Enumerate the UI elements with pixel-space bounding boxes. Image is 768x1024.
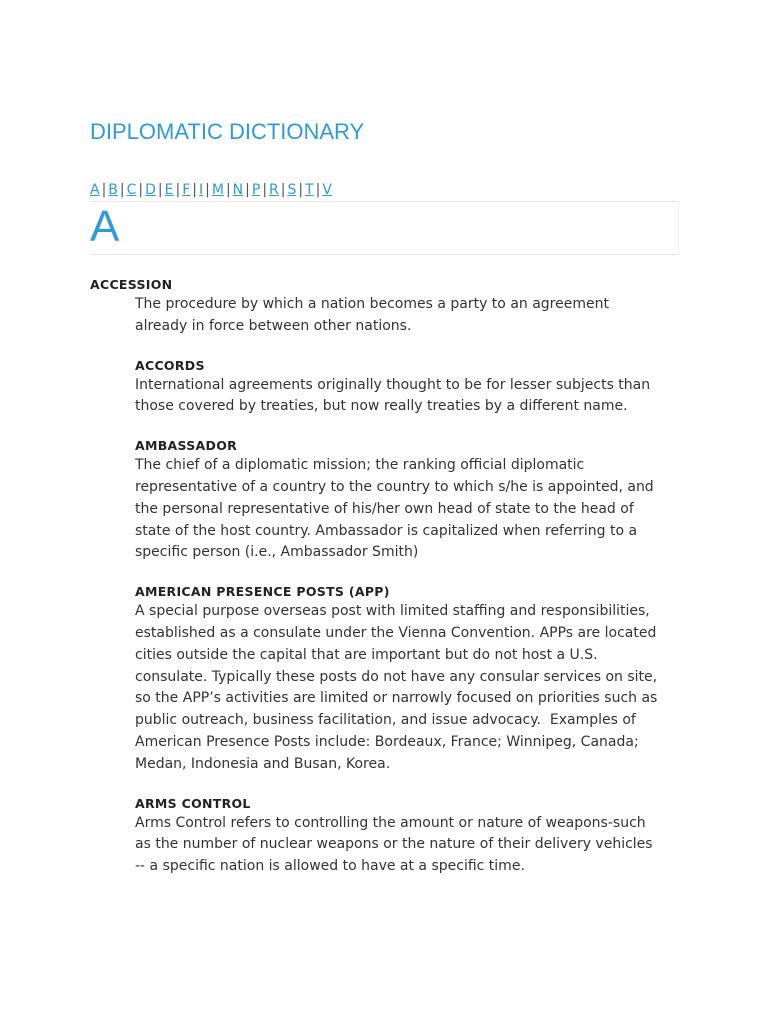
nav-separator: | xyxy=(262,182,268,198)
alpha-link-s[interactable]: S xyxy=(287,182,297,198)
nav-separator: | xyxy=(205,182,210,198)
alpha-link-r[interactable]: R xyxy=(269,182,279,198)
definition-line: International agreements originally thought to be for lesser subjects than xyxy=(135,376,651,393)
alphabet-index-nav xyxy=(90,182,332,198)
nav-separator: | xyxy=(280,182,286,198)
entry-definition xyxy=(135,294,690,338)
definition-line: specific person (i.e., Ambassador Smith) xyxy=(135,544,419,561)
alpha-link-e[interactable]: E xyxy=(164,182,174,198)
entry-definition xyxy=(135,375,690,419)
entry-definition xyxy=(135,455,690,564)
definition-line: cities outside the capital that are important but do not host a U.S. xyxy=(135,646,598,663)
section-letter: A xyxy=(90,202,120,251)
definition-line: as the number of nuclear weapons or the nature of their delivery vehicles xyxy=(135,836,653,853)
dictionary-entry xyxy=(135,357,690,419)
dictionary-entry xyxy=(135,795,690,878)
dictionary-entries xyxy=(90,276,690,897)
entry-definition xyxy=(135,813,690,878)
entry-term: ACCORDS xyxy=(135,357,205,373)
alpha-link-p[interactable]: P xyxy=(251,182,261,198)
definition-line: already in force between other nations. xyxy=(135,317,412,334)
definition-line: The procedure by which a nation becomes a party to an agreement xyxy=(135,296,609,312)
definition-line: so the APP’s activities are limited or narrowly focused on priorities such as xyxy=(135,690,658,707)
definition-line: A special purpose overseas post with limited staffing and responsibilities, xyxy=(135,603,650,620)
nav-separator: | xyxy=(157,182,163,198)
nav-separator: | xyxy=(175,182,181,198)
nav-separator: | xyxy=(138,182,144,198)
definition-line: The chief of a diplomatic mission; the ranking official diplomatic xyxy=(135,457,585,474)
definition-line: Arms Control refers to controlling the amount or nature of weapons-such xyxy=(135,814,646,831)
page-title: DIPLOMATIC DICTIONARY xyxy=(90,119,365,144)
nav-separator: | xyxy=(298,182,304,198)
alpha-link-i[interactable]: I xyxy=(198,182,204,198)
definition-line: Medan, Indonesia and Busan, Korea. xyxy=(135,755,391,772)
definition-line: established as a consulate under the Vienna Convention. APPs are located xyxy=(135,624,657,641)
nav-separator: | xyxy=(192,182,197,198)
section-letter-header xyxy=(90,201,679,255)
alpha-link-d[interactable]: D xyxy=(145,182,156,198)
nav-separator: | xyxy=(101,182,107,198)
entry-definition xyxy=(135,601,690,775)
alpha-link-f[interactable]: F xyxy=(182,182,191,198)
definition-line: American Presence Posts include: Bordeaux, France; Winnipeg, Canada; xyxy=(135,733,639,750)
alpha-link-c[interactable]: C xyxy=(126,182,137,198)
definition-line: consulate. Typically these posts do not have any consular services on site, xyxy=(135,668,658,685)
definition-line: representative of a country to the country to which s/he is appointed, and xyxy=(135,478,654,495)
alpha-link-b[interactable]: B xyxy=(108,182,118,198)
entry-term: AMERICAN PRESENCE POSTS (APP) xyxy=(135,584,390,600)
alpha-link-m[interactable]: M xyxy=(211,182,224,198)
nav-separator: | xyxy=(245,182,250,198)
alpha-link-a[interactable]: A xyxy=(90,182,100,198)
definition-line: the personal representative of his/her own head of state to the head of xyxy=(135,500,634,517)
dictionary-entry xyxy=(135,583,690,775)
dictionary-entry xyxy=(90,276,690,338)
nav-separator: | xyxy=(119,182,125,198)
entry-term: ACCESSION xyxy=(90,277,173,292)
nav-separator: | xyxy=(225,182,231,198)
definition-line: state of the host country. Ambassador is capitalized when referring to a xyxy=(135,522,638,539)
entry-term: AMBASSADOR xyxy=(135,438,238,454)
alpha-link-n[interactable]: N xyxy=(232,182,244,198)
definition-line: public outreach, business facilitation, and issue advocacy. Examples of xyxy=(135,712,636,729)
nav-separator: | xyxy=(315,182,321,198)
alpha-link-v[interactable]: V xyxy=(322,182,332,198)
entry-term: ARMS CONTROL xyxy=(135,795,251,811)
alpha-link-t[interactable]: T xyxy=(305,182,314,198)
definition-line: those covered by treaties, but now really treaties by a different name. xyxy=(135,398,628,415)
definition-line: -- a specific nation is allowed to have at a specific time. xyxy=(135,858,525,875)
dictionary-entry xyxy=(135,437,690,564)
